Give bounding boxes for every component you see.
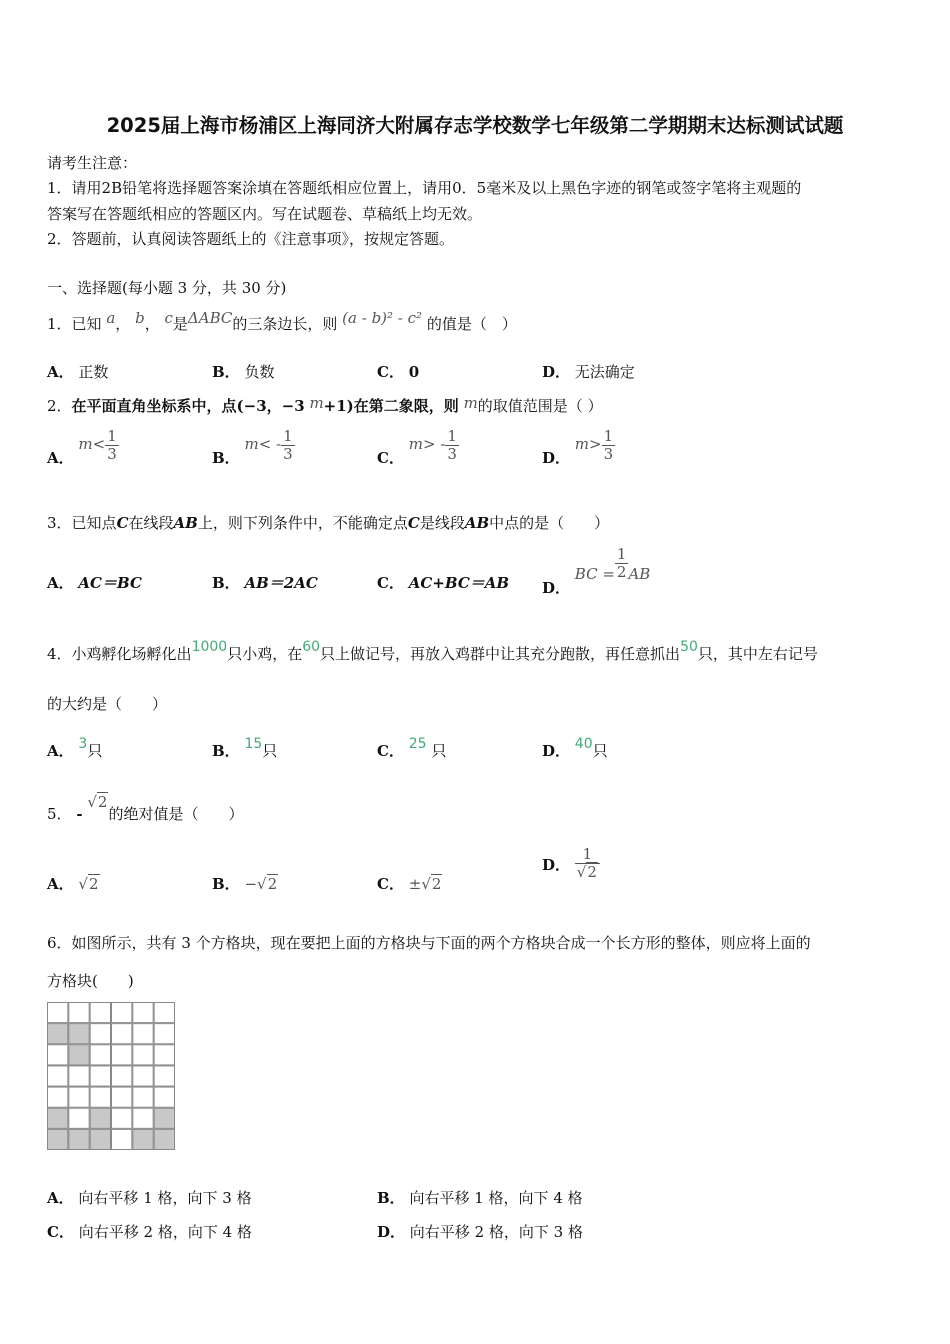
q6-text-1: 如图所示，共有 3 个方格块，现在要把上面的方格块与下面的两个方格块合成一个长方形的整体，则应将上面的 [71, 934, 811, 952]
q5-option-b[interactable] [212, 873, 278, 894]
fraction-denominator: 3 [603, 444, 614, 463]
grid-cell [69, 1003, 89, 1023]
fraction-numerator: 1 [603, 427, 614, 445]
grid-cell [112, 1066, 132, 1086]
q1-number: 1． [47, 315, 72, 333]
q6-number: 6． [47, 934, 72, 952]
option-text: 向右平移 1 格，向下 4 格 [409, 1189, 583, 1207]
grid-cell [112, 1108, 132, 1128]
q3-text-3: 上，则下列条件中，不能确定点 [197, 514, 408, 532]
grid-cell [112, 1024, 132, 1044]
option-sqrt: √2 [576, 862, 597, 881]
radicand: 2 [267, 875, 278, 893]
q3-option-c[interactable] [377, 572, 509, 593]
notice-line-3: 2．答题前，认真阅读答题纸上的《注意事项》，按规定答题。 [47, 230, 455, 248]
notice-heading: 请考生注意： [47, 154, 138, 172]
option-label: B． [377, 1189, 405, 1207]
grid-cell [69, 1066, 89, 1086]
q5-option-c[interactable] [377, 873, 442, 894]
q4-option-a[interactable] [47, 736, 103, 761]
grid-cell [133, 1066, 153, 1086]
fraction-denominator: 3 [107, 444, 117, 463]
q1-expression: (a - b)² - c² [342, 309, 423, 327]
q2-text-2: +1)在第二象限，则 [323, 397, 459, 415]
grid-cell-shaded [154, 1108, 174, 1128]
grid-cell-shaded [48, 1108, 68, 1128]
question-5 [47, 793, 244, 824]
option-sqrt: √2 [257, 875, 278, 893]
option-label: C． [377, 363, 404, 381]
option-text: 向右平移 1 格，向下 3 格 [78, 1189, 252, 1207]
q4-text-4: 只，其中左右记号 [697, 645, 818, 663]
grid-cell [133, 1045, 153, 1065]
fraction-numerator: 1 [616, 545, 627, 563]
option-unit: 只 [592, 742, 608, 760]
notice-line-1: 1．请用2B铅笔将选择题答案涂填在答题纸相应位置上，请用0．5毫米及以上黑色字迹的钢笔或签字笔将主观题的 [47, 179, 802, 197]
q2-option-d[interactable] [542, 427, 615, 467]
option-label: B． [212, 875, 240, 893]
q4-option-b[interactable] [212, 736, 278, 761]
option-lhs: m< - [244, 435, 282, 453]
q1-option-c[interactable] [377, 361, 419, 382]
q1-var-a: a [106, 309, 116, 327]
q5-option-d[interactable] [542, 846, 600, 880]
option-text: 0 [408, 363, 420, 381]
grid-cell [154, 1087, 174, 1107]
grid-cell [48, 1066, 68, 1086]
option-unit: 只 [87, 742, 103, 760]
option-text: 向右平移 2 格，向下 3 格 [409, 1223, 583, 1241]
q3-point-c: C [116, 514, 129, 532]
option-label: C． [377, 574, 404, 592]
q4-number-60: 60 [302, 639, 321, 655]
q1-var-b: b [135, 309, 145, 327]
fraction-numerator: 1 [447, 427, 457, 445]
grid-cell [90, 1045, 110, 1065]
q2-text-3: 的取值范围是（ ） [477, 397, 603, 415]
radicand: 2 [587, 862, 597, 881]
option-label: B． [212, 574, 240, 592]
q4-text-1: 小鸡孵化场孵化出 [71, 645, 192, 663]
option-rhs: AB [628, 565, 651, 583]
fraction-denominator: 3 [283, 444, 293, 463]
option-fraction [615, 546, 629, 580]
q2-number: 2． [47, 397, 72, 415]
q1-triangle: ΔABC [187, 309, 233, 327]
q3-number: 3． [47, 514, 72, 532]
option-sqrt: √2 [421, 875, 442, 893]
question-4 [47, 639, 818, 664]
option-number: 15 [244, 736, 263, 752]
grid-cell [133, 1024, 153, 1044]
q4-number: 4． [47, 645, 72, 663]
grid-cell-shaded [69, 1024, 89, 1044]
option-label: B． [212, 742, 240, 760]
grid-cell [112, 1129, 132, 1149]
option-label: C． [377, 742, 404, 760]
option-unit: 只 [262, 742, 278, 760]
q1-text-3: 的值是（ ） [426, 315, 517, 333]
q2-var-m: m [309, 394, 324, 412]
q3-option-b[interactable] [212, 572, 318, 593]
question-1 [47, 309, 517, 334]
radicand: 2 [88, 875, 99, 893]
q5-sqrt: √2 [87, 793, 108, 811]
option-text: 负数 [244, 363, 275, 381]
option-text: 正数 [78, 363, 109, 381]
option-label: A． [47, 1189, 74, 1207]
q4-text-3: 只上做记号，再放入鸡群中让其充分跑散，再任意抓出 [320, 645, 681, 663]
option-text: 无法确定 [574, 363, 635, 381]
grid-cell [112, 1087, 132, 1107]
q3-text-1: 已知点 [71, 514, 117, 532]
option-label: D． [377, 1223, 406, 1241]
grid-cell-shaded [154, 1129, 174, 1149]
option-fraction [575, 846, 600, 880]
option-lhs: m< [78, 435, 106, 453]
q4-text-2: 只小鸡，在 [227, 645, 303, 663]
q3-text-4: 是线段 [419, 514, 465, 532]
grid-cell [133, 1108, 153, 1128]
section-heading: 一、选择题(每小题 3 分，共 30 分) [47, 279, 287, 297]
grid-cell [154, 1024, 174, 1044]
q1-comma-2: ， [144, 315, 160, 333]
option-label: D． [542, 742, 571, 760]
grid-cell [133, 1003, 153, 1023]
grid-cell [69, 1087, 89, 1107]
q2-option-c[interactable] [377, 427, 459, 467]
option-label: B． [212, 449, 240, 467]
q2-option-a[interactable] [47, 427, 119, 467]
option-text: AB＝2AC [244, 574, 318, 592]
option-number: 3 [78, 736, 88, 752]
radicand: 2 [431, 875, 442, 893]
option-label: A． [47, 363, 74, 381]
grid-cell [48, 1045, 68, 1065]
q3-point-c-2: C [407, 514, 420, 532]
grid-cell [112, 1045, 132, 1065]
q1-text-2: 的三条边长，则 [232, 315, 338, 333]
fraction-denominator: 3 [447, 444, 457, 463]
grid-cell-shaded [48, 1129, 68, 1149]
option-label: C． [47, 1223, 74, 1241]
question-6 [47, 932, 811, 953]
q2-var-m-2: m [463, 394, 478, 412]
q4-option-c[interactable] [377, 736, 447, 761]
option-sqrt: √2 [78, 875, 99, 893]
q1-option-d[interactable] [542, 361, 635, 382]
question-3 [47, 512, 609, 533]
q5-number: 5． [47, 805, 72, 823]
option-label: D． [542, 449, 571, 467]
q5-negative-sign: - [76, 805, 83, 823]
grid-cell-shaded [133, 1129, 153, 1149]
q3-text-2: 在线段 [128, 514, 174, 532]
option-label: C． [377, 449, 404, 467]
option-fraction [602, 428, 616, 462]
option-lhs: m> - [408, 435, 446, 453]
q1-option-a[interactable] [47, 361, 108, 382]
option-label: B． [212, 363, 240, 381]
option-prefix: ± [408, 875, 422, 893]
option-fraction [445, 428, 459, 462]
option-fraction [105, 428, 119, 462]
grid-cell [90, 1024, 110, 1044]
option-number: 40 [574, 736, 593, 752]
grid-cell [154, 1045, 174, 1065]
grid-cell-shaded [90, 1129, 110, 1149]
q4-option-d[interactable] [542, 736, 608, 761]
q1-option-b[interactable] [212, 361, 274, 382]
q6-option-a[interactable] [47, 1187, 252, 1208]
grid-cell-shaded [48, 1024, 68, 1044]
q6-grid-figure [47, 1002, 175, 1150]
fraction-denominator: 2 [616, 562, 627, 581]
option-label: A． [47, 574, 74, 592]
q5-option-a[interactable] [47, 873, 100, 894]
option-lhs: m> [574, 435, 602, 453]
fraction-numerator: 1 [107, 427, 117, 445]
q1-is: 是 [172, 315, 188, 333]
grid-cell [154, 1066, 174, 1086]
grid-cell-shaded [69, 1129, 89, 1149]
option-text: AC＝BC [78, 574, 142, 592]
q6-option-c[interactable] [47, 1221, 252, 1242]
q4-text-line-2: 的大约是（ ） [47, 695, 168, 713]
grid-cell [90, 1087, 110, 1107]
option-lhs: BC = [574, 565, 615, 583]
option-fraction [281, 428, 295, 462]
option-number: 25 [408, 736, 427, 752]
option-text: 向右平移 2 格，向下 4 格 [78, 1223, 252, 1241]
grid-cell [69, 1108, 89, 1128]
grid-cell [133, 1087, 153, 1107]
option-label: A． [47, 449, 74, 467]
fraction-denominator [575, 864, 600, 881]
option-label: A． [47, 875, 74, 893]
notice-line-2: 答案写在答题纸相应的答题区内。写在试题卷、草稿纸上均无效。 [47, 205, 483, 223]
option-label: D． [542, 363, 571, 381]
grid-cell [112, 1003, 132, 1023]
question-2 [47, 395, 603, 416]
radicand: 2 [97, 793, 108, 811]
option-label: D． [542, 579, 571, 597]
grid-cell-shaded [69, 1045, 89, 1065]
grid-cell-shaded [90, 1108, 110, 1128]
option-label: A． [47, 742, 74, 760]
grid-cell [48, 1087, 68, 1107]
q6-option-b[interactable] [377, 1187, 583, 1208]
q1-text-1: 已知 [71, 315, 102, 333]
option-label: C． [377, 875, 404, 893]
q2-option-b[interactable] [212, 427, 295, 467]
fraction-numerator: 1 [575, 846, 600, 864]
q4-number-50: 50 [680, 639, 698, 655]
grid-cell [90, 1003, 110, 1023]
page-title: 2025届上海市杨浦区上海同济大附属存志学校数学七年级第二学期期末达标测试试题 [106, 114, 844, 137]
q4-number-1000: 1000 [191, 639, 228, 655]
option-text: AC+BC＝AB [408, 574, 510, 592]
q6-text-line-2: 方格块( ) [47, 972, 134, 990]
grid-cell [48, 1003, 68, 1023]
option-unit: 只 [426, 742, 447, 760]
grid-cell [154, 1003, 174, 1023]
grid-cell [90, 1066, 110, 1086]
q5-text-1: 的绝对值是（ ） [108, 805, 244, 823]
option-label: D． [542, 856, 571, 874]
q3-text-5: 中点的是（ ） [489, 514, 610, 532]
option-prefix: − [244, 875, 258, 893]
q1-var-c: c [164, 309, 173, 327]
q6-option-d[interactable] [377, 1221, 583, 1242]
fraction-numerator: 1 [283, 427, 293, 445]
q3-segment-ab-2: AB [464, 514, 490, 532]
q3-segment-ab: AB [173, 514, 198, 532]
q1-comma-1: ， [115, 315, 131, 333]
q3-option-d[interactable] [542, 545, 651, 597]
q3-option-a[interactable] [47, 572, 142, 593]
q2-text-1: 在平面直角坐标系中，点(−3，−3 [71, 397, 305, 415]
